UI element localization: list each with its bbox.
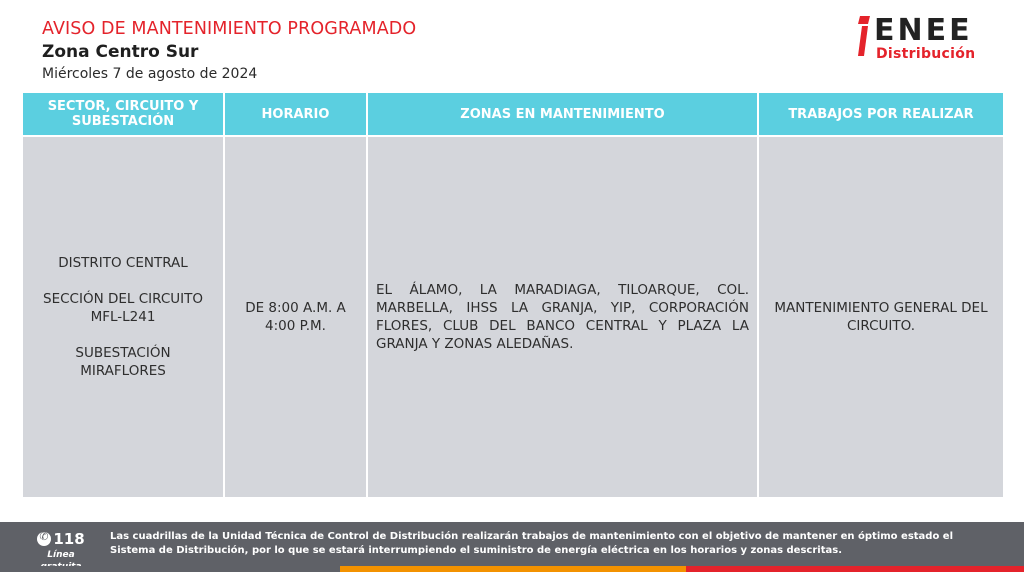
footer-bar [0, 522, 1024, 566]
hotline-number: 118 [53, 529, 85, 548]
hotline-label: Línea [47, 549, 75, 560]
substation-text: SUBESTACIÓN MIRAFLORES [75, 345, 171, 379]
stripe-orange [340, 566, 686, 572]
table-header-row [23, 93, 1003, 135]
notice-date: Miércoles 7 de agosto de 2024 [42, 66, 258, 82]
sector-cell [23, 137, 224, 497]
notice-header [42, 18, 416, 83]
notice-title: AVISO DE MANTENIMIENTO PROGRAMADO [42, 19, 417, 39]
footer-disclaimer: Las cuadrillas de la Unidad Técnica de Control de Distribución realizarán trabajos de mantenimiento con el objetivo de mantener en óptimo estado el Sistema de Distribución, por lo que se estará interrumpiendo el suministro de energía eléctrica en los horarios y zonas descritas. [110, 531, 954, 556]
schedule-cell: DE 8:00 A.M. A 4:00 P.M. [224, 137, 367, 497]
circuit-text: SECCIÓN DEL CIRCUITO MFL-L241 [43, 291, 203, 325]
logo-subtitle: Distribución [876, 46, 976, 62]
zones-cell: EL ÁLAMO, LA MARADIAGA, TILOARQUE, COL. MARBELLA, IHSS LA GRANJA, YIP, CORPORACIÓN FLORES, CLUB DEL BANCO CENTRAL Y PLAZA LA GRANJA Y ZONAS ALEDAÑAS. [367, 137, 758, 497]
enee-logo-mark-icon [856, 16, 872, 56]
phone-icon [37, 532, 51, 546]
district-text: DISTRITO CENTRAL [58, 255, 188, 271]
enee-logo [856, 14, 1006, 64]
stripe-red [686, 566, 1024, 572]
header-work: TRABAJOS POR REALIZAR [758, 93, 1003, 135]
stripe-gray [0, 566, 340, 572]
header-sector: SECTOR, CIRCUITO Y SUBESTACIÓN [23, 93, 224, 135]
header-zones: ZONAS EN MANTENIMIENTO [367, 93, 758, 135]
table-row [23, 137, 1003, 497]
work-cell: MANTENIMIENTO GENERAL DEL CIRCUITO. [758, 137, 1003, 497]
logo-brand: ENEE [874, 13, 973, 48]
maintenance-table [23, 93, 1003, 497]
header-schedule: HORARIO [224, 93, 367, 135]
zone-name: Zona Centro Sur [42, 42, 199, 62]
